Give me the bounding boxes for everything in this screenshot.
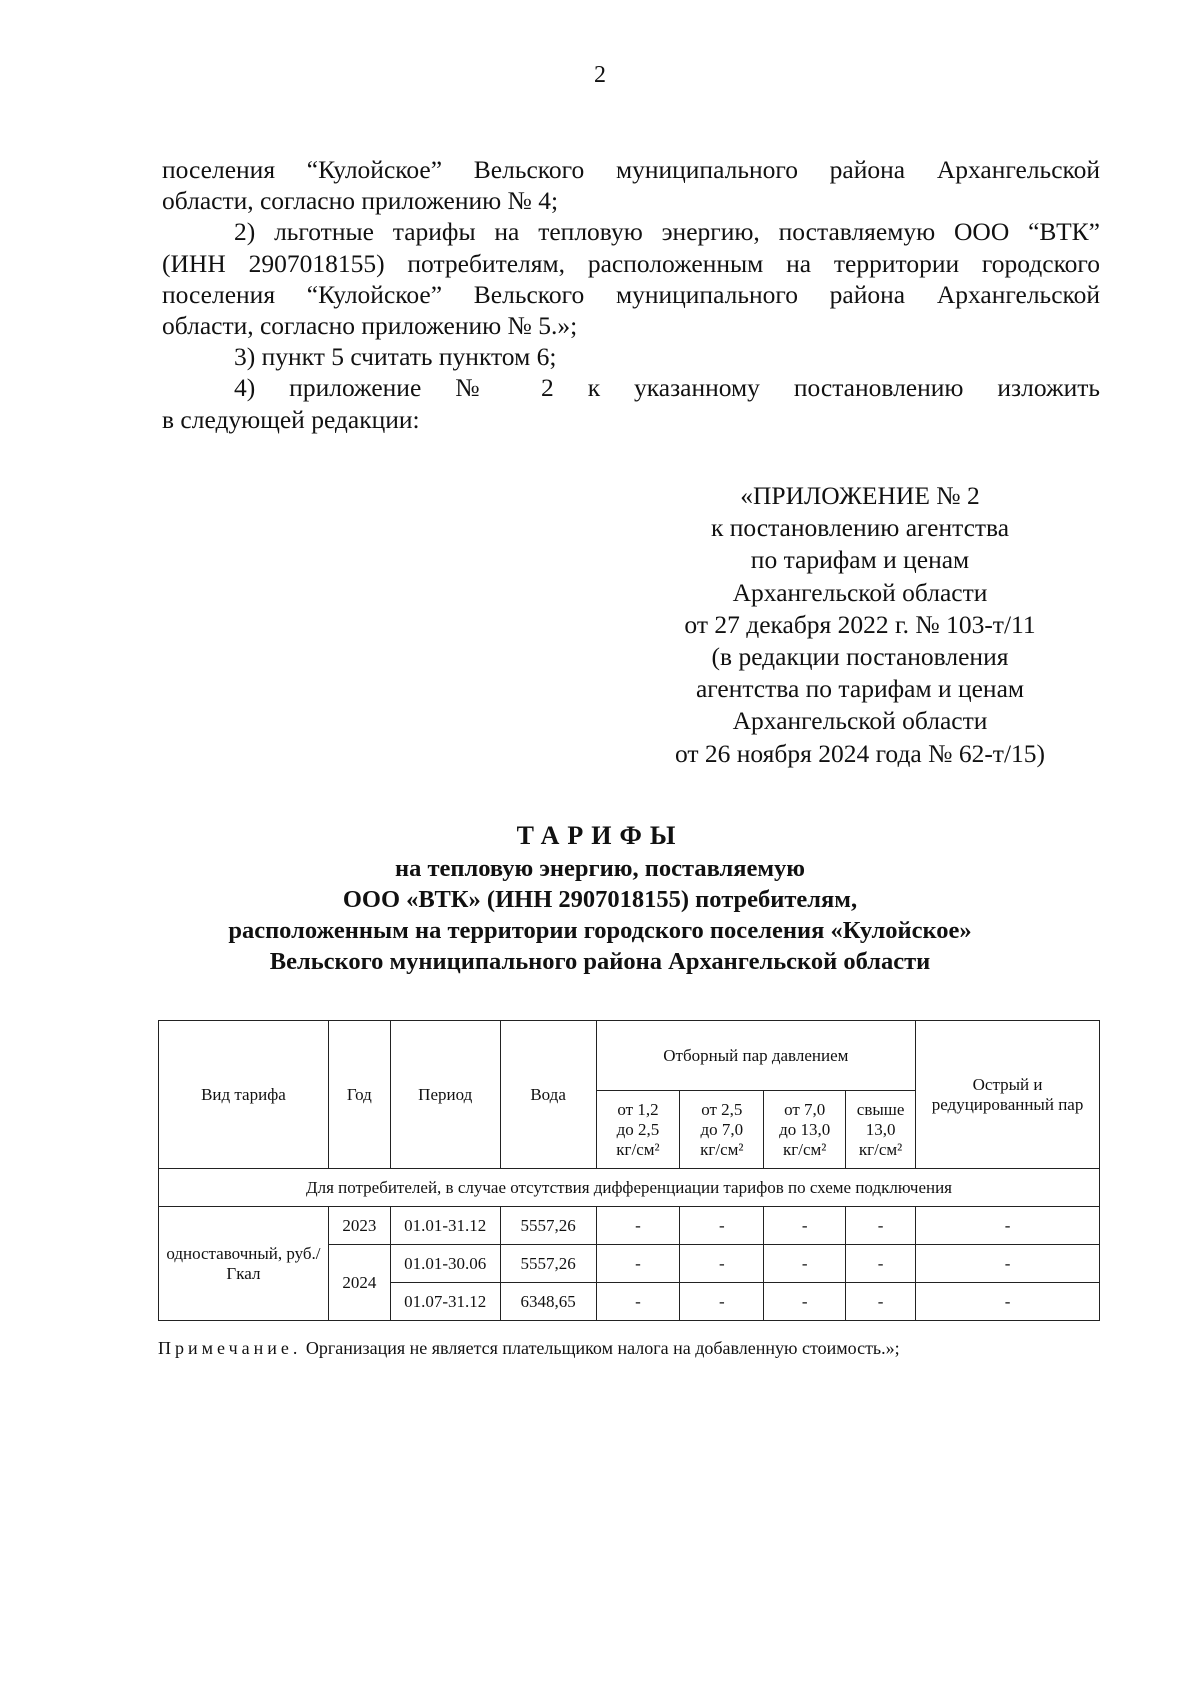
pressure-to: до 7,0 (700, 1119, 744, 1139)
pressure-from: от 1,2 (617, 1099, 659, 1119)
paragraph-line: 4) приложение № 2 к указанному постановлению изложить (234, 373, 1100, 403)
paragraph-line: 3) пункт 5 считать пунктом 6; (234, 342, 557, 372)
subheader-pressure (846, 1091, 916, 1169)
header-selected-steam: Отборный пар давлением (596, 1021, 916, 1091)
note-text: Организация не является плательщиком налога на добавленную стоимость.»; (305, 1338, 900, 1358)
pressure-unit: кг/см² (783, 1139, 827, 1159)
pressure-from: от 2,5 (701, 1099, 743, 1119)
page-number: 2 (594, 62, 606, 88)
water-cell: 5557,26 (500, 1245, 596, 1283)
table-header-row (159, 1021, 1100, 1091)
steam-cell: - (596, 1207, 680, 1245)
title-line: ООО «ВТК» (ИНН 2907018155) потребителям, (342, 886, 858, 913)
pressure-unit: кг/см² (700, 1139, 744, 1159)
table-row (159, 1207, 1100, 1245)
paragraph-line: (ИНН 2907018155) потребителям, расположенным на территории городского (162, 248, 1100, 278)
appendix-line: (в редакции постановления (711, 642, 1009, 672)
appendix-line: к постановлению агентства (710, 513, 1010, 543)
appendix-line: агентства по тарифам и ценам (695, 674, 1025, 704)
tariff-table (158, 1020, 1100, 1321)
period-cell: 01.01-31.12 (390, 1207, 500, 1245)
steam-cell: - (764, 1207, 846, 1245)
steam-cell: - (596, 1245, 680, 1283)
header-year: Год (328, 1021, 390, 1169)
pressure-from: свыше (856, 1099, 905, 1119)
section-caption: Для потребителей, в случае отсутствия дифференциации тарифов по схеме подключения (159, 1169, 1100, 1207)
steam-cell: - (764, 1283, 846, 1321)
period-cell: 01.01-30.06 (390, 1245, 500, 1283)
pressure-to: до 2,5 (616, 1119, 660, 1139)
header-tariff-type: Вид тарифа (159, 1021, 329, 1169)
sharp-steam-cell: - (916, 1245, 1100, 1283)
pressure-to: 13,0 (865, 1119, 896, 1139)
water-cell: 5557,26 (500, 1207, 596, 1245)
note (158, 1338, 900, 1359)
steam-cell: - (846, 1283, 916, 1321)
paragraph-line: области, согласно приложению № 4; (162, 186, 559, 216)
sharp-steam-cell: - (916, 1207, 1100, 1245)
subheader-pressure (596, 1091, 680, 1169)
appendix-line: от 26 ноября 2024 года № 62-т/15) (674, 738, 1046, 768)
steam-cell: - (680, 1283, 764, 1321)
year-cell: 2023 (328, 1207, 390, 1245)
tariffs-title (150, 820, 1050, 977)
pressure-unit: кг/см² (616, 1139, 660, 1159)
pressure-from: от 7,0 (784, 1099, 826, 1119)
header-period: Период (390, 1021, 500, 1169)
paragraph-line: поселения “Кулойское” Вельского муниципального района Архангельской (162, 155, 1100, 184)
body-text (162, 154, 1100, 435)
appendix-line: по тарифам и ценам (750, 545, 970, 575)
table-section-row (159, 1169, 1100, 1207)
header-water: Вода (500, 1021, 596, 1169)
paragraph-line: 2) льготные тарифы на тепловую энергию, поставляемую ООО “ВТК” (234, 217, 1100, 247)
steam-cell: - (596, 1283, 680, 1321)
steam-cell: - (680, 1245, 764, 1283)
water-cell: 6348,65 (500, 1283, 596, 1321)
appendix-line: от 27 декабря 2022 г. № 103-т/11 (684, 609, 1036, 639)
appendix-line: Архангельской области (732, 577, 988, 607)
pressure-to: до 13,0 (779, 1119, 831, 1139)
title-line: Вельского муниципального района Архангельской области (269, 948, 931, 975)
paragraph-line: в следующей редакции: (162, 404, 420, 434)
appendix-header (630, 480, 1090, 770)
steam-cell: - (680, 1207, 764, 1245)
paragraph-line: поселения “Кулойское” Вельского муниципального района Архангельской (162, 279, 1100, 309)
title-line: на тепловую энергию, поставляемую (394, 855, 806, 882)
sharp-steam-cell: - (916, 1283, 1100, 1321)
steam-cell: - (846, 1207, 916, 1245)
steam-cell: - (764, 1245, 846, 1283)
title-main: ТАРИФЫ (516, 821, 684, 850)
tariff-type-cell: одноставочный, руб./Гкал (159, 1207, 329, 1321)
year-cell: 2024 (328, 1245, 390, 1321)
header-sharp-steam: Острый и редуцированный пар (916, 1021, 1100, 1169)
subheader-pressure (764, 1091, 846, 1169)
pressure-unit: кг/см² (858, 1139, 903, 1159)
subheader-pressure (680, 1091, 764, 1169)
paragraph-line: области, согласно приложению № 5.»; (162, 311, 578, 341)
appendix-line: Архангельской области (732, 706, 988, 736)
title-line: расположенным на территории городского поселения «Кулойское» (228, 917, 972, 944)
period-cell: 01.07-31.12 (390, 1283, 500, 1321)
steam-cell: - (846, 1245, 916, 1283)
note-label: Примечание. (158, 1338, 302, 1358)
appendix-line: «ПРИЛОЖЕНИЕ № 2 (740, 481, 980, 510)
